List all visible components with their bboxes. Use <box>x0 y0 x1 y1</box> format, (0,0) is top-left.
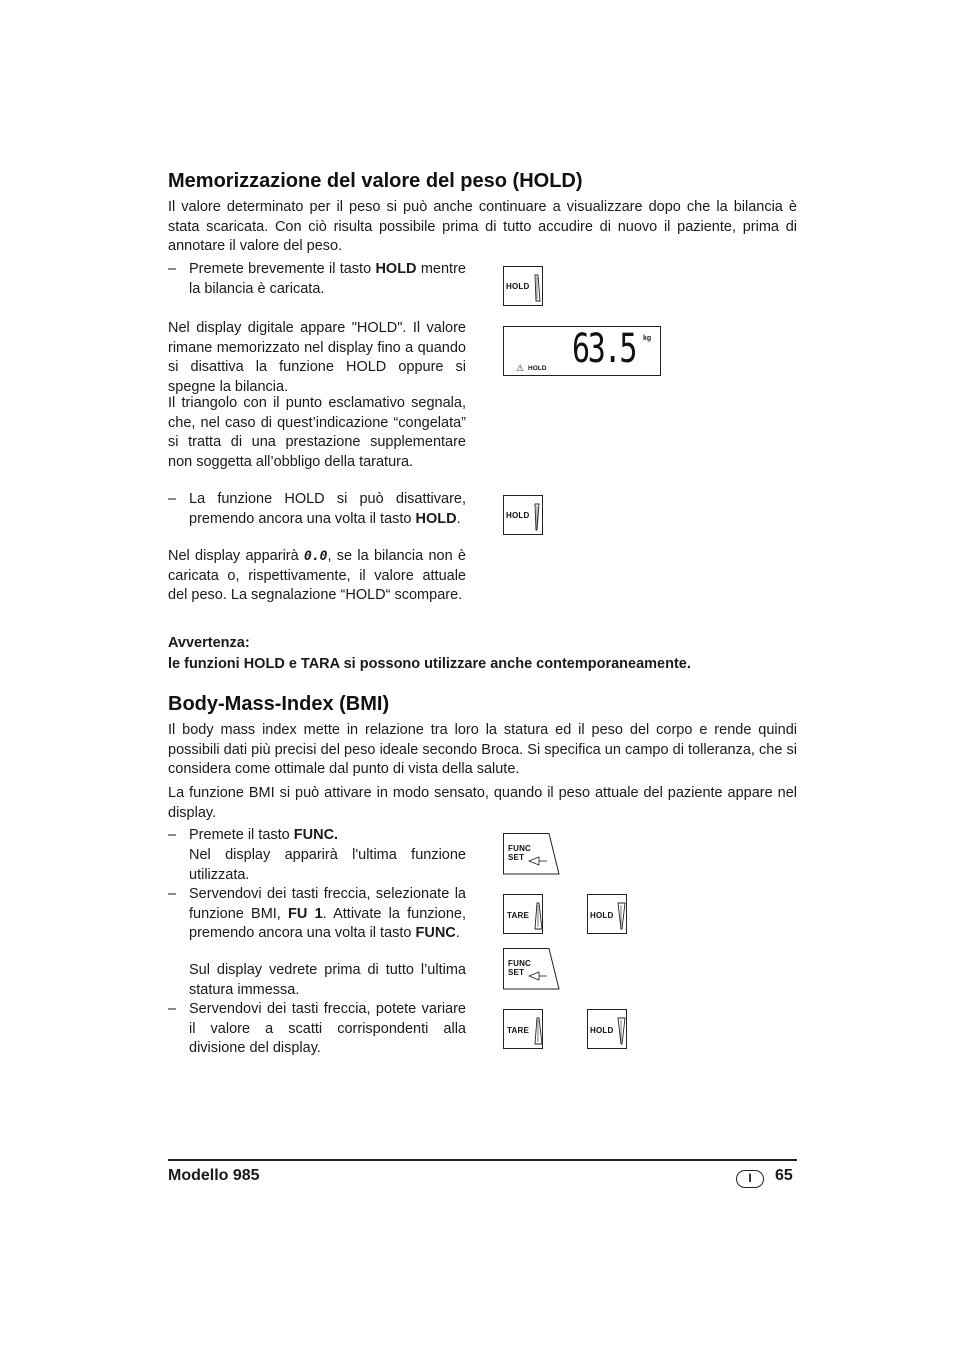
bmi-step-1: Premete il tasto FUNC. <box>189 827 339 843</box>
hold-key[interactable] <box>503 266 543 306</box>
bmi-step-1-sub: Nel display apparirà l'ultima funzione utilizzata. <box>189 847 466 883</box>
bmi-step-3: Servendovi dei tasti freccia, potete variare il valore a scatti corrispondenti alla divisione del display. <box>189 1001 466 1056</box>
hold-display-paragraph: Nel display digitale appare "HOLD". Il valore rimane memorizzato nel display fino a quando si disattiva la funzione HOLD oppure si spegne la bilancia. <box>168 320 466 395</box>
hold-key[interactable] <box>587 894 627 934</box>
arrow-down-icon <box>504 496 544 536</box>
tare-key-label: TARE <box>507 911 529 920</box>
bullet: – <box>168 491 177 507</box>
warning-title: Avvertenza: <box>168 635 250 651</box>
hold-key[interactable] <box>587 1009 627 1049</box>
bullet: – <box>168 261 177 277</box>
func-key-label-1: FUNC <box>508 959 532 968</box>
bmi-step-2: Servendovi dei tasti freccia, selezionate la funzione BMI, FU 1. Attivate la funzione, premendo ancora una volta il tasto FUNC. <box>189 886 467 941</box>
hold-key-label: HOLD <box>590 911 614 920</box>
footer-model: Modello 985 <box>168 1167 260 1184</box>
arrow-down-icon <box>588 1010 628 1050</box>
language-badge: I <box>736 1170 764 1188</box>
func-set-key[interactable] <box>503 948 543 988</box>
section-title-hold: Memorizzazione del valore del peso (HOLD) <box>168 170 583 192</box>
func-key-label-2: SET <box>508 968 525 977</box>
hold-key-label: HOLD <box>590 1026 614 1035</box>
page-number: 65 <box>775 1167 793 1184</box>
arrow-up-icon <box>504 267 544 307</box>
hold-zero-paragraph: Nel display apparirà 0.0, se la bilancia non è caricata o, rispettivamente, il valore attuale del peso. La segnalazione “HOLD“ scompare. <box>168 548 466 603</box>
hold-key-label: HOLD <box>506 282 530 291</box>
bmi-intro: Il body mass index mette in relazione tra loro la statura ed il peso del corpo e rende quindi possibili dati più precisi del peso ideale secondo Broca. Si specifica un campo di tolleranza, che si considera come ottimale dal punto di vista della salute. <box>168 722 797 777</box>
footer-rule <box>168 1159 797 1161</box>
hold-step-1: Premete brevemente il tasto HOLD mentre la bilancia è caricata. <box>189 261 466 297</box>
arrow-up-icon <box>504 1010 544 1050</box>
tare-key[interactable] <box>503 1009 543 1049</box>
bullet: – <box>168 1001 177 1017</box>
hold-key-label: HOLD <box>506 511 530 520</box>
arrow-down-icon <box>588 895 628 935</box>
zero-display-value: 0.0 <box>303 549 328 564</box>
display-hold-indicator: HOLD <box>528 365 547 372</box>
bmi-step-2-sub: Sul display vedrete prima di tutto l’ultima statura immessa. <box>189 962 466 998</box>
hold-key[interactable] <box>503 495 543 535</box>
display-value: 63.5 <box>572 326 636 372</box>
hold-intro: Il valore determinato per il peso si può anche continuare a visualizzare dopo che la bilancia è stata scaricata. Con ciò risulta possibile prima di tutto accudire di nuovo il paziente, prima di annotare il valore del peso. <box>168 199 797 254</box>
func-set-key[interactable] <box>503 833 543 873</box>
display-unit: kg <box>643 335 652 342</box>
section-title-bmi: Body-Mass-Index (BMI) <box>168 693 390 715</box>
weight-display <box>503 326 661 376</box>
bullet: – <box>168 827 177 843</box>
func-key-label-2: SET <box>508 853 525 862</box>
warning-text: le funzioni HOLD e TARA si possono utilizzare anche contemporaneamente. <box>168 656 691 672</box>
hold-triangle-paragraph: Il triangolo con il punto esclamativo segnala, che, nel caso di quest’indicazione “congelata” si tratta di una prestazione supplementare non soggetta all’obbligo della taratura. <box>168 395 466 470</box>
bmi-paragraph-2: La funzione BMI si può attivare in modo sensato, quando il peso attuale del paziente appare nel display. <box>168 785 797 821</box>
tare-key[interactable] <box>503 894 543 934</box>
func-key-label-1: FUNC <box>508 844 532 853</box>
warning-triangle-icon: ⚠ <box>516 363 525 373</box>
hold-step-2: La funzione HOLD si può disattivare, premendo ancora una volta il tasto HOLD. <box>189 491 466 527</box>
tare-key-label: TARE <box>507 1026 529 1035</box>
arrow-up-icon <box>504 895 544 935</box>
bullet: – <box>168 886 177 902</box>
